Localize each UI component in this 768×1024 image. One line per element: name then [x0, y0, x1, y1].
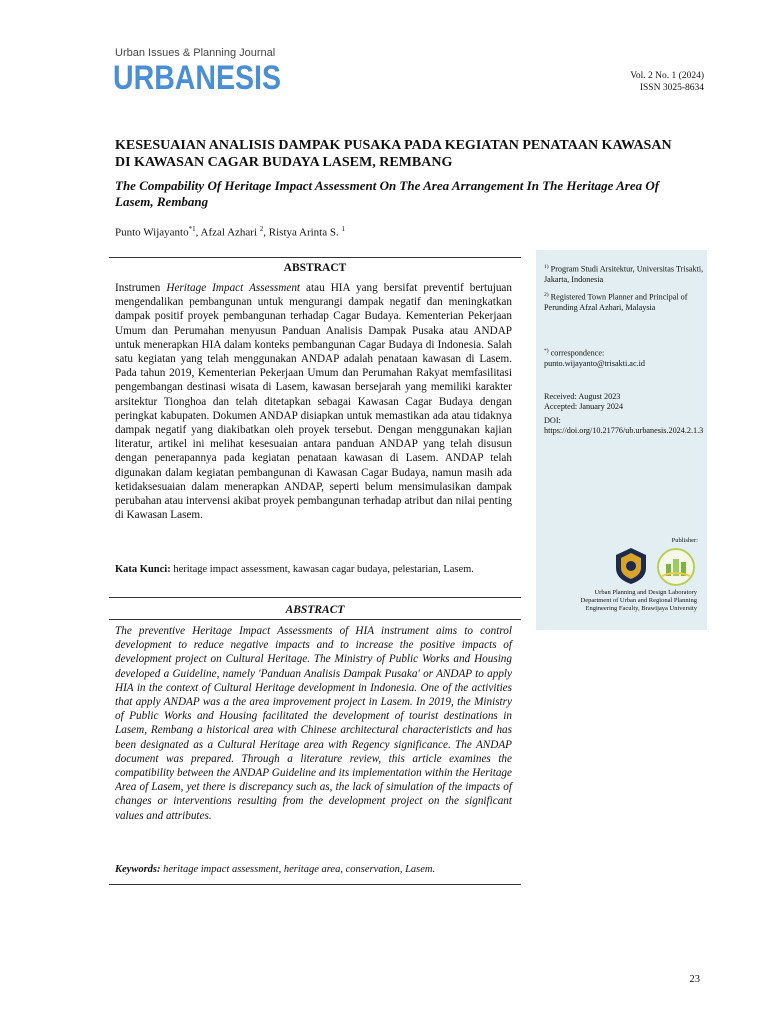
keywords-label: Keywords: [115, 864, 161, 875]
keywords-label: Kata Kunci: [115, 564, 171, 575]
abstract-lead-italic: Heritage Impact Assessment [166, 282, 301, 294]
dates [544, 392, 704, 412]
corr-email[interactable]: punto.wijayanto@trisakti.ac.id [544, 358, 645, 368]
corr-label: correspondence: [548, 348, 605, 358]
aff-text: Registered Town Planner and Principal of Perunding Afzal Azhari, Malaysia [544, 292, 688, 312]
aff-text: Program Studi Arsitektur, Universitas Trisakti, Jakarta, Indonesia [544, 264, 704, 284]
affiliation-2 [544, 290, 704, 313]
keywords-text: heritage impact assessment, heritage area, conservation, Lasem. [160, 864, 436, 875]
keywords-en [115, 864, 512, 875]
author-sup: 2 [259, 225, 264, 233]
correspondence [544, 346, 704, 369]
abstract-lead: Instrumen [115, 282, 167, 294]
divider [109, 257, 521, 258]
received-date: Received: August 2023 [544, 392, 621, 401]
doi-link[interactable]: https://doi.org/10.21776/ub.urbanesis.2024.2.1.3 [544, 426, 704, 436]
author-name: Ristya Arinta S. [268, 226, 339, 239]
journal-logo [113, 58, 283, 96]
author-sup: *1 [188, 225, 196, 233]
journal-name: Urban Issues & Planning Journal [115, 47, 276, 59]
abstract-en-heading: ABSTRACT [285, 604, 345, 616]
corr-sup: *) [544, 348, 549, 354]
author-name: Afzal Azhari [200, 226, 258, 239]
issn-label: ISSN 3025-8634 [639, 83, 704, 93]
accepted-date: Accepted: January 2024 [544, 402, 624, 412]
aff-sup: 2) [544, 292, 549, 298]
author-list: Punto Wijayanto$^{*1}$, Afzal Azhari $^2$, Ristya Arinta S. $^1$ [115, 225, 345, 239]
page-title: KESESUAIAN ANALISIS DAMPAK PUSAKA PADA KEGIATAN PENATAAN KAWASAN DI KAWASAN CAGAR BUDAYA LASEM, REMBANG [115, 138, 672, 170]
abstract-en-body: The preventive Heritage Impact Assessments of HIA instrument aims to control development to reduce negative impacts and to increase the positive impacts of development project on Cultural Heritage. The Ministry of Public Works and Housing developed a Guideline, namely 'Panduan Analisis Dampak Pusaka' or ANDAP to apply HIA in the context of Cultural Heritage development in Indonesia. One of the activities that apply ANDAP was a the area improvement project in Lasem. In 2019, the Ministry of Public Works and Housing facilitated the development of tourist destinations in Lasem, Rembang a historical area with Chinese architectural characteristicts and has been designated as a Cultural Heritage area with Regency significance. The ANDAP document was prepared. Through a literature review, this article examines the compatibility between the ANDAP Guideline and its implementation within the Heritage Area of Lasem, yet there is discrepancy such as, the lack of simulation of the impacts of changes or interventions resulting from the development project on the significant values and attributes. [115, 625, 512, 822]
lab-logo-icon [656, 548, 696, 586]
abstract-heading: ABSTRACT [283, 262, 347, 274]
doi-label: DOI: [544, 416, 561, 425]
author-sup: 1 [341, 225, 345, 233]
university-seal-icon [612, 546, 650, 586]
publisher-info [560, 589, 697, 613]
keywords-text: heritage impact assessment, kawasan cagar budaya, pelestarian, Lasem. [170, 564, 474, 575]
abstract-body [115, 281, 512, 522]
volume-info [630, 70, 704, 94]
page-subtitle: The Compability Of Heritage Impact Assessment On The Area Arrangement In The Heritage Area Of Lasem, Rembang [115, 178, 660, 209]
divider [109, 884, 521, 885]
publisher-line: Engineering Faculty, Brawijaya University [585, 605, 697, 612]
abstract-text: atau HIA yang bersifat preventif bertujuan mengendalikan pembangunan untuk mengurangi dampak negatif dan meningkatkan dampak positif proyek pembangunan terhadap Cagar Budaya. Kementerian Pekerjaan Umum dan Perumahan menyusun Panduan Analisis Dampak Pusaka atau ANDAP untuk menerapkan HIA dalam konteks pembangunan Cagar Budaya di Indonesia. Salah satu kegiatan yang telah menggunakan ANDAP adalah penataan kawasan di Lasem. Pada tahun 2019, Kementerian Pekerjaan Umum dan Perumahan Rakyat memfasilitasi pengembangan destinasi wisata di Lasem, kawasan bersejarah yang memiliki karakter arsitektur Tionghoa dan telah ditetapkan sebagai Kawasan Cagar Budaya dengan peringkat kabupaten. Dokumen ANDAP disiapkan untuk memastikan ada atau tidaknya dampak negatif yang diakibatkan oleh proyek tersebut. Dengan menggunakan kajian literatur, artikel ini melihat kesesuaian antara panduan ANDAP yang telah disusun dengan penerapannya pada kegiatan penataan kawasan di Lasem. ANDAP telah digunakan dalam kegiatan pembangunan di Kawasan Cagar Budaya, namun masih ada ketidaksesuaian dalam menerapkan ANDAP, seperti belum mensimulasikan dampak perubahan atau intervensi akibat proyek pembangunan terhadap atribut dan nilai penting di Kawasan Lasem. [115, 282, 512, 522]
publisher-line: Urban Planning and Design Laboratory [594, 589, 697, 596]
volume-label: Vol. 2 No. 1 (2024) [630, 71, 704, 81]
publisher-label: Publisher: [671, 537, 698, 544]
publisher-line: Department of Urban and Regional Planning [580, 597, 697, 604]
doi [544, 416, 704, 436]
keywords-id [115, 563, 512, 576]
page-number: 23 [689, 974, 700, 985]
divider [109, 619, 521, 620]
author-name: Punto Wijayanto [115, 226, 189, 239]
affiliation-1 [544, 262, 704, 285]
divider [109, 597, 521, 598]
logo-text: URBANESIS [113, 59, 281, 97]
aff-sup: 1) [544, 264, 549, 270]
